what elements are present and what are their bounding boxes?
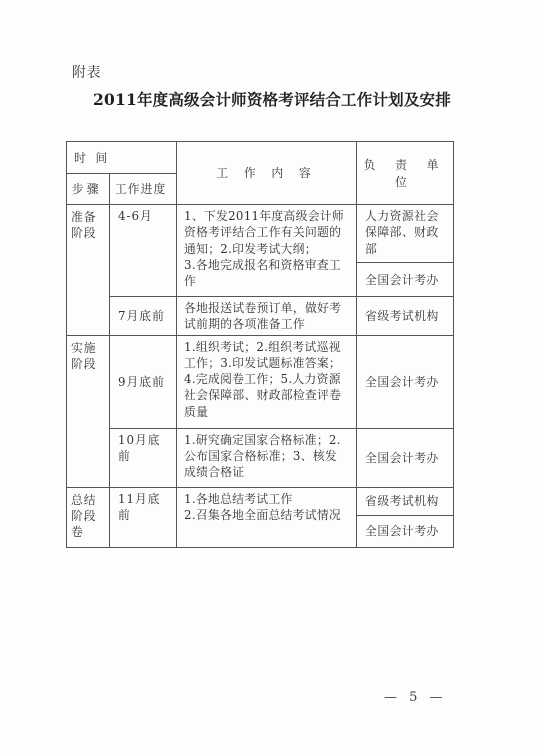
stage-cell: 总结阶段卷 <box>67 487 110 547</box>
page-number: — 5 — <box>384 690 447 705</box>
unit-cell: 人力资源社会保障部、财政部 <box>357 205 454 263</box>
content-line: 3.各地完成报名和资格审查工作 <box>184 257 342 289</box>
table-row <box>67 205 454 263</box>
period-cell: 9月底前 <box>110 335 177 428</box>
content-cell <box>177 205 357 297</box>
table-row <box>67 335 454 428</box>
table-row <box>67 428 454 487</box>
appendix-label: 附表 <box>72 65 101 81</box>
content-line: 1.研究确定国家合格标准；2.公布国家合格标准；3、核发成绩合格证 <box>184 432 341 480</box>
table-header-row <box>67 142 454 174</box>
unit-cell: 全国会计考办 <box>357 428 454 487</box>
period-cell: 11月底前 <box>110 487 177 547</box>
period-cell: 4-6月 <box>110 205 177 297</box>
unit-cell: 全国会计考办 <box>357 515 454 547</box>
period-cell: 7月底前 <box>110 297 177 336</box>
content-cell <box>177 335 357 428</box>
unit-cell: 全国会计考办 <box>357 335 454 428</box>
stage-cell: 准备阶段 <box>67 205 110 336</box>
content-cell <box>177 487 357 547</box>
content-line: 1、下发2011年度高级会计师资格考评结合工作有关问题的通知；2.印发考试大纲； <box>184 209 345 256</box>
table-row <box>67 487 454 515</box>
table-row <box>67 297 454 336</box>
content-cell <box>177 428 357 487</box>
step-header: 步骤 <box>67 174 110 205</box>
unit-cell: 省级考试机构 <box>357 297 454 336</box>
schedule-table-container <box>66 141 453 539</box>
content-header: 工 作 内 容 <box>177 142 357 205</box>
content-line: 各地报送试卷预订单，做好考试前期的各项准备工作 <box>184 301 342 332</box>
unit-cell: 省级考试机构 <box>357 487 454 515</box>
unit-header: 负 责 单 位 <box>357 142 454 205</box>
content-line: 1.组织考试；2.组织考试巡视工作；3.印发试题标准答案；4.完成阅卷工作；5.人力资源社会保障部、财政部检查评卷质量 <box>184 339 342 419</box>
content-line: 1.各地总结考试工作 <box>184 491 293 506</box>
time-header: 时 间 <box>67 142 177 174</box>
period-cell: 10月底前 <box>110 428 177 487</box>
document-title: 2011年度高级会计师资格考评结合工作计划及安排 <box>93 90 451 109</box>
schedule-table <box>66 141 454 548</box>
progress-header: 工作进度 <box>110 174 177 205</box>
content-line: 2.召集各地全面总结考试情况 <box>184 507 342 522</box>
unit-cell: 全国会计考办 <box>357 263 454 297</box>
content-cell <box>177 297 357 336</box>
stage-cell: 实施阶段 <box>67 335 110 487</box>
